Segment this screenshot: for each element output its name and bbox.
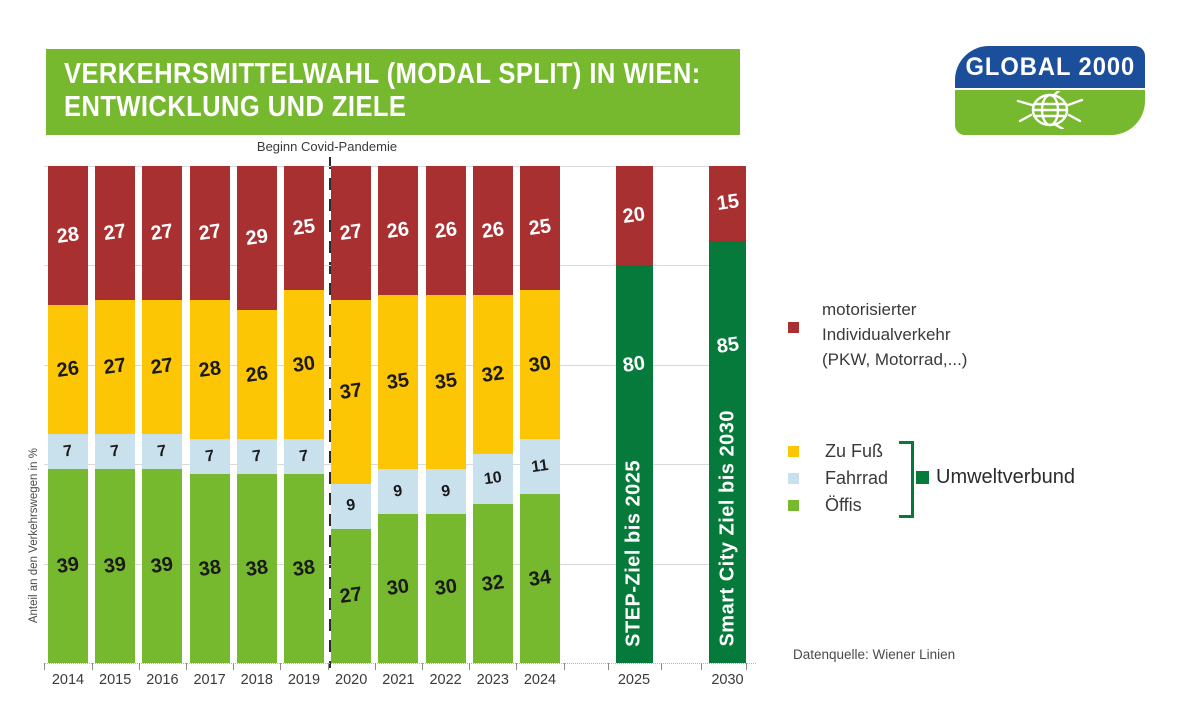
x-tick-label-2025: 2025: [617, 672, 651, 688]
x-tick: [608, 663, 609, 670]
x-tick: [375, 663, 376, 670]
logo-globe-panel: [955, 90, 1145, 135]
x-tick: [469, 663, 470, 670]
legend-label-miv: [822, 297, 967, 372]
logo-wordmark: GLOBAL 2000: [965, 52, 1135, 81]
value-2023-1: 10: [482, 468, 503, 489]
legend-label-miv-line2: Individualverkehr: [822, 325, 951, 344]
x-tick-label-2014: 2014: [51, 672, 85, 688]
value-2016-2: 27: [149, 354, 175, 380]
value-2020-0: 27: [338, 582, 364, 608]
legend-label-fahrrad: Fahrrad: [825, 468, 889, 488]
value-2023-3: 26: [480, 217, 506, 243]
goal-bar-2030: [709, 241, 746, 663]
data-source: Datenquelle: Wiener Linien: [793, 647, 956, 662]
value-2017-2: 28: [196, 356, 223, 382]
value-2025-0: 80: [621, 351, 647, 377]
value-2017-0: 38: [196, 555, 223, 581]
y-axis-label: Anteil an den Verkehrswegen in %: [28, 448, 40, 624]
x-tick: [661, 663, 662, 670]
value-2022-3: 26: [432, 217, 459, 243]
value-2024-1: 11: [530, 456, 550, 476]
x-tick: [564, 663, 565, 670]
value-2022-0: 30: [432, 575, 459, 601]
value-2023-0: 32: [480, 570, 506, 596]
x-tick: [139, 663, 140, 670]
value-2023-2: 32: [480, 361, 506, 387]
value-2024-0: 34: [527, 565, 553, 591]
legend-swatch-oeffis: [788, 500, 799, 511]
value-2015-3: 27: [102, 220, 128, 246]
value-2014-0: 39: [55, 553, 81, 579]
value-2020-3: 27: [338, 220, 364, 246]
legend-swatch-miv: [788, 322, 799, 333]
x-tick: [280, 663, 281, 670]
x-tick-label-2023: 2023: [476, 672, 509, 688]
goal-label-2025: STEP-Ziel bis 2025: [622, 460, 645, 647]
value-2021-1: 9: [392, 481, 404, 501]
legend-swatch-fahrrad: [788, 473, 799, 484]
value-2015-2: 27: [102, 354, 128, 380]
value-2024-2: 30: [527, 351, 553, 377]
x-tick-label-2017: 2017: [193, 672, 226, 688]
x-tick: [701, 663, 702, 670]
x-tick-label-2020: 2020: [335, 672, 368, 688]
value-2018-2: 26: [244, 361, 270, 387]
value-2018-3: 29: [244, 225, 270, 251]
legend-label-miv-line3: (PKW, Motorrad,...): [822, 350, 968, 369]
value-2020-2: 37: [338, 379, 364, 405]
value-2022-1: 9: [439, 481, 452, 501]
value-2021-3: 26: [385, 217, 411, 243]
x-tick-label-2024: 2024: [523, 672, 557, 688]
x-tick-label-2015: 2015: [99, 672, 132, 688]
x-tick: [186, 663, 187, 670]
x-axis-line: [44, 663, 756, 664]
x-tick: [328, 663, 329, 670]
x-tick: [746, 663, 747, 670]
logo-wordmark-panel: [955, 46, 1145, 88]
x-tick-label-2019: 2019: [287, 672, 321, 688]
global2000-logo: [955, 46, 1145, 135]
globe-icon: [1008, 91, 1092, 134]
value-2014-3: 28: [55, 222, 81, 248]
x-tick: [422, 663, 423, 670]
x-tick: [516, 663, 517, 670]
x-tick: [44, 663, 45, 670]
value-2021-0: 30: [385, 575, 411, 601]
value-2025-1: 20: [621, 202, 647, 228]
value-2019-0: 38: [291, 555, 317, 581]
legend-swatch-umweltverbund: [916, 471, 929, 484]
value-2018-1: 7: [251, 447, 263, 466]
x-tick-label-2021: 2021: [382, 672, 415, 688]
page-title-line2: ENTWICKLUNG UND ZIELE: [64, 91, 407, 123]
x-tick-label-2016: 2016: [146, 672, 179, 688]
goal-bar-2025: [616, 265, 653, 663]
value-2018-0: 38: [244, 555, 270, 581]
value-2014-1: 7: [62, 442, 74, 461]
legend-label-miv-line1: motorisierter: [822, 300, 917, 319]
umweltverbund-bracket: [899, 441, 914, 518]
legend-label-oeffis: Öffis: [825, 495, 862, 515]
x-tick-label-2030: 2030: [711, 672, 744, 688]
title-banner: [46, 49, 740, 135]
value-2024-3: 25: [527, 215, 553, 241]
x-tick-label-2022: 2022: [429, 672, 462, 688]
value-2019-1: 7: [298, 447, 310, 466]
page-title-line1: VERKEHRSMITTELWAHL (MODAL SPLIT) IN WIEN:: [64, 58, 701, 90]
value-2030-1: 15: [714, 190, 740, 216]
value-2017-3: 27: [196, 220, 223, 246]
value-2020-1: 9: [345, 496, 357, 515]
x-tick: [92, 663, 93, 670]
legend-label-umweltverbund: Umweltverbund: [936, 466, 1075, 488]
x-tick-label-2018: 2018: [240, 672, 273, 688]
value-2019-3: 25: [291, 215, 317, 241]
value-2017-1: 7: [203, 447, 216, 466]
value-2021-2: 35: [385, 369, 411, 395]
value-2016-1: 7: [156, 442, 168, 461]
x-tick: [233, 663, 234, 670]
value-2015-1: 7: [109, 442, 121, 461]
value-2019-2: 30: [291, 351, 317, 377]
value-2016-3: 27: [149, 220, 175, 246]
page-title: [64, 58, 701, 124]
value-2015-0: 39: [102, 553, 128, 579]
covid-annotation: Beginn Covid-Pandemie: [256, 139, 398, 154]
value-2030-0: 85: [714, 333, 740, 359]
goal-label-2030: Smart City Ziel bis 2030: [716, 410, 738, 647]
value-2016-0: 39: [149, 553, 175, 579]
value-2014-2: 26: [55, 356, 81, 382]
legend-swatch-zufuss: [788, 446, 799, 457]
legend-label-zufuss: Zu Fuß: [825, 441, 884, 461]
value-2022-2: 35: [432, 369, 459, 395]
